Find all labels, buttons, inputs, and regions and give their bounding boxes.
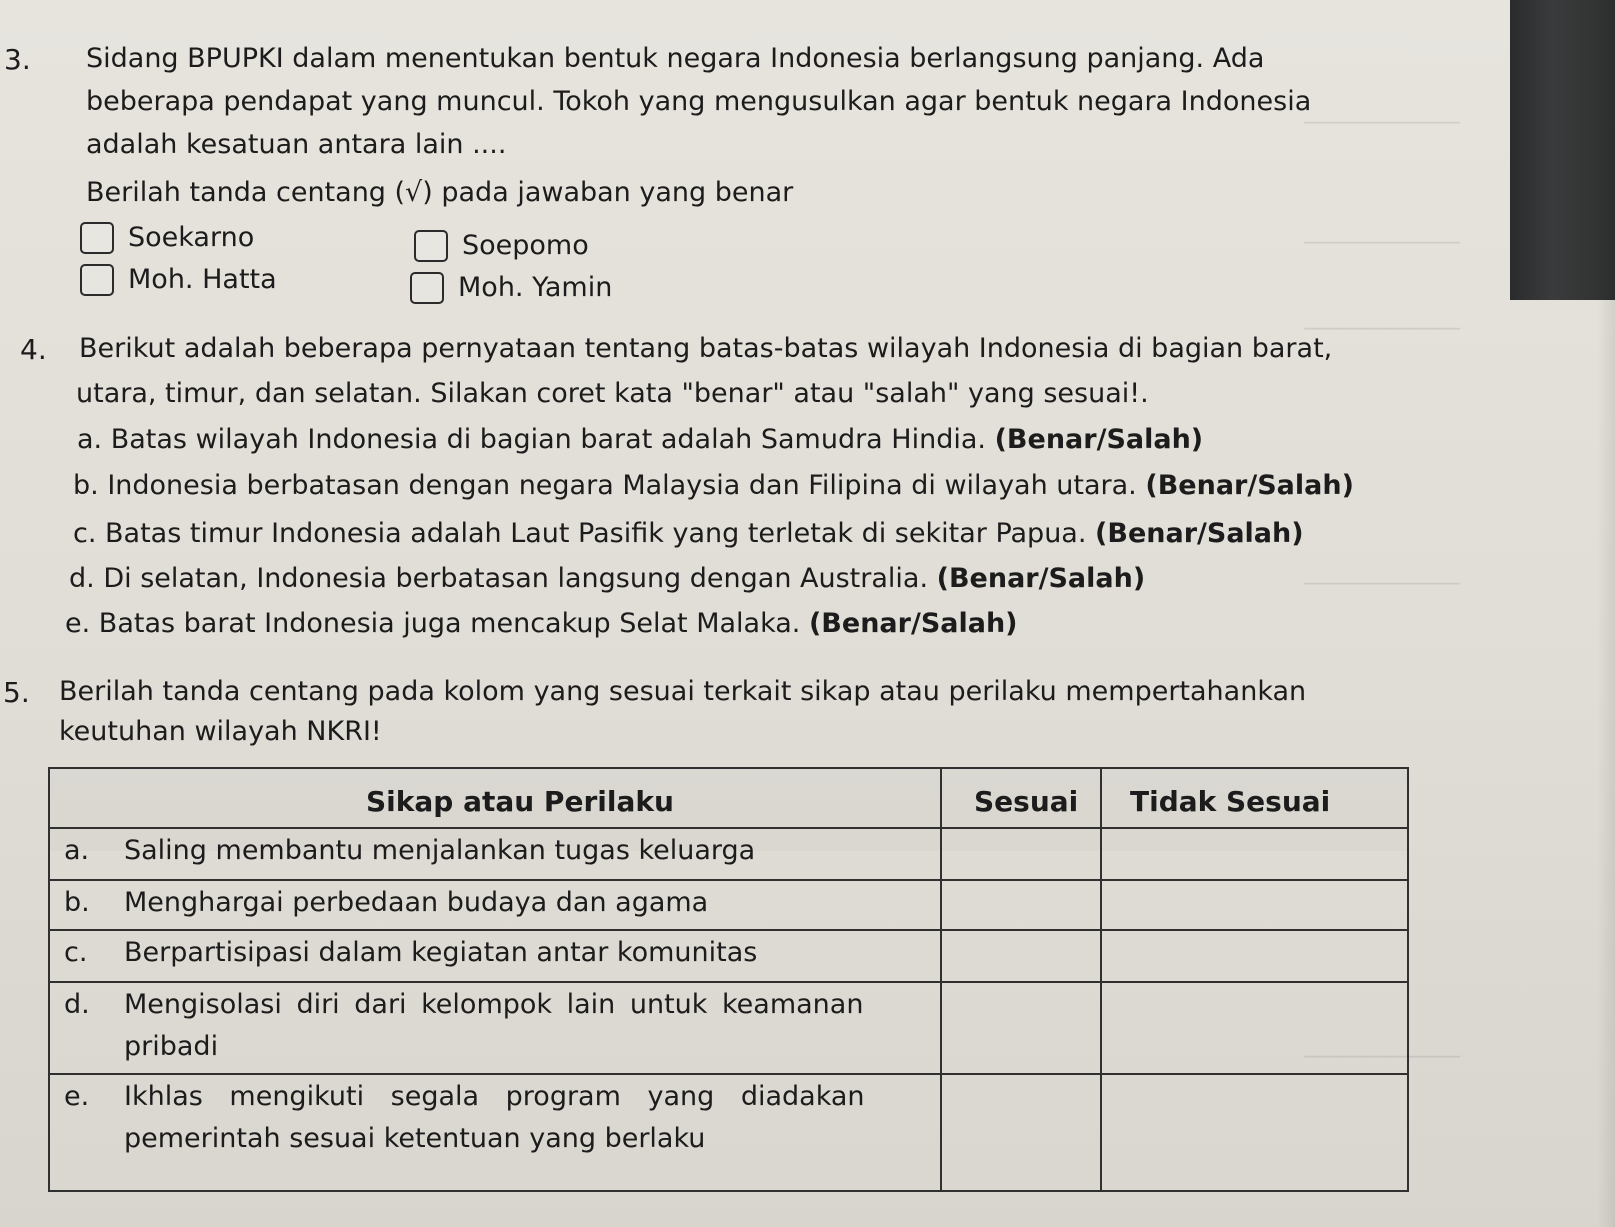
row-e-text-line-1: Ikhlas mengikuti segala program yang diadakan — [124, 1081, 865, 1112]
row-c-text: Berpartisipasi dalam kegiatan antar komunitas — [124, 937, 758, 968]
sesuai-cell-a[interactable] — [942, 829, 1100, 879]
header-sikap-atau-perilaku: Sikap atau Perilaku — [366, 785, 674, 818]
tidak-sesuai-cell-c[interactable] — [1102, 931, 1407, 981]
option-soekarno-label: Soekarno — [128, 222, 255, 253]
question-4-number: 4. — [20, 333, 47, 366]
row-a-letter: a. — [64, 835, 90, 866]
statement-e — [65, 608, 1018, 640]
show-through-text-3: _____________ — [1304, 302, 1460, 330]
question-3-instruction: Berilah tanda centang (√) pada jawaban yang benar — [86, 177, 794, 208]
option-moh-hatta[interactable] — [80, 264, 277, 296]
statement-e-text: Batas barat Indonesia juga mencakup Selat Malaka. — [98, 608, 801, 639]
question-5-text-line-2: keutuhan wilayah NKRI! — [59, 716, 382, 747]
sesuai-cell-c[interactable] — [942, 931, 1100, 981]
statement-d-text: Di selatan, Indonesia berbatasan langsung dengan Australia. — [103, 563, 929, 594]
row-e-letter: e. — [64, 1081, 90, 1112]
statement-b-choice[interactable]: (Benar/Salah) — [1145, 470, 1354, 501]
row-e-text-line-2: pemerintah sesuai ketentuan yang berlaku — [124, 1123, 706, 1154]
statement-c-choice[interactable]: (Benar/Salah) — [1095, 518, 1304, 549]
statement-a-letter: a. — [77, 424, 103, 455]
table-row — [50, 879, 1407, 931]
show-through-text-4: _____________ — [1304, 557, 1460, 585]
statement-a — [77, 424, 1203, 456]
option-soepomo[interactable] — [414, 230, 589, 262]
question-3-number: 3. — [4, 43, 31, 76]
option-soepomo-label: Soepomo — [462, 230, 589, 261]
table-row — [50, 929, 1407, 983]
show-through-text-5: _____________ — [1304, 1030, 1460, 1058]
option-moh-yamin[interactable] — [410, 272, 612, 304]
tidak-sesuai-cell-e[interactable] — [1102, 1075, 1407, 1190]
statement-c-text: Batas timur Indonesia adalah Laut Pasifik yang terletak di sekitar Papua. — [105, 518, 1087, 549]
show-through-text-1: _____________ — [1304, 96, 1460, 124]
row-d-text-line-1: Mengisolasi diri dari kelompok lain untuk keamanan — [124, 989, 864, 1020]
checkbox-moh-hatta[interactable] — [80, 264, 114, 296]
statement-e-letter: e. — [65, 608, 91, 639]
checkbox-soepomo[interactable] — [414, 230, 448, 262]
question-5-text-line-1: Berilah tanda centang pada kolom yang sesuai terkait sikap atau perilaku mempertahankan — [59, 676, 1307, 707]
question-5-number: 5. — [3, 676, 30, 709]
statement-b-letter: b. — [73, 470, 99, 501]
tidak-sesuai-cell-a[interactable] — [1102, 829, 1407, 879]
question-3-text-line-3: adalah kesatuan antara lain .... — [86, 129, 507, 160]
question-3-text-line-1: Sidang BPUPKI dalam menentukan bentuk negara Indonesia berlangsung panjang. Ada — [86, 43, 1265, 74]
sesuai-cell-b[interactable] — [942, 881, 1100, 929]
row-b-text: Menghargai perbedaan budaya dan agama — [124, 887, 709, 918]
statement-d-letter: d. — [69, 563, 95, 594]
option-soekarno[interactable] — [80, 222, 254, 254]
checkbox-soekarno[interactable] — [80, 222, 114, 254]
row-d-text-line-2: pribadi — [124, 1031, 219, 1062]
statement-a-choice[interactable]: (Benar/Salah) — [994, 424, 1204, 455]
sesuai-cell-e[interactable] — [942, 1075, 1100, 1190]
statement-b — [73, 470, 1354, 502]
show-through-text-2: _____________ — [1304, 216, 1460, 244]
row-d-letter: d. — [64, 989, 90, 1020]
row-a-text: Saling membantu menjalankan tugas keluarga — [124, 835, 756, 866]
statement-a-text: Batas wilayah Indonesia di bagian barat adalah Samudra Hindia. — [110, 424, 986, 455]
table-row — [50, 827, 1407, 881]
row-b-letter: b. — [64, 887, 90, 918]
statement-d-choice[interactable]: (Benar/Salah) — [936, 563, 1146, 594]
tidak-sesuai-cell-d[interactable] — [1102, 983, 1407, 1073]
question-4-text-line-1: Berikut adalah beberapa pernyataan tentang batas-batas wilayah Indonesia di bagian barat, — [79, 333, 1333, 364]
row-c-letter: c. — [64, 937, 88, 968]
tidak-sesuai-cell-b[interactable] — [1102, 881, 1407, 929]
table-row — [50, 981, 1407, 1075]
statement-d — [69, 563, 1145, 595]
statement-e-choice[interactable]: (Benar/Salah) — [808, 608, 1018, 639]
header-tidak-sesuai: Tidak Sesuai — [1130, 785, 1331, 818]
question-3-text-line-2: beberapa pendapat yang muncul. Tokoh yang mengusulkan agar bentuk negara Indonesia — [86, 86, 1312, 117]
behavior-table — [48, 767, 1409, 1192]
table-row — [50, 1073, 1407, 1192]
question-4-text-line-2: utara, timur, dan selatan. Silakan coret kata "benar" atau "salah" yang sesuai!. — [76, 378, 1149, 409]
option-moh-yamin-label: Moh. Yamin — [458, 272, 613, 303]
sesuai-cell-d[interactable] — [942, 983, 1100, 1073]
option-moh-hatta-label: Moh. Hatta — [128, 264, 277, 295]
checkbox-moh-yamin[interactable] — [410, 272, 444, 304]
statement-c-letter: c. — [73, 518, 97, 549]
statement-c — [73, 518, 1304, 550]
header-sesuai: Sesuai — [974, 785, 1079, 818]
statement-b-text: Indonesia berbatasan dengan negara Malaysia dan Filipina di wilayah utara. — [107, 470, 1137, 501]
